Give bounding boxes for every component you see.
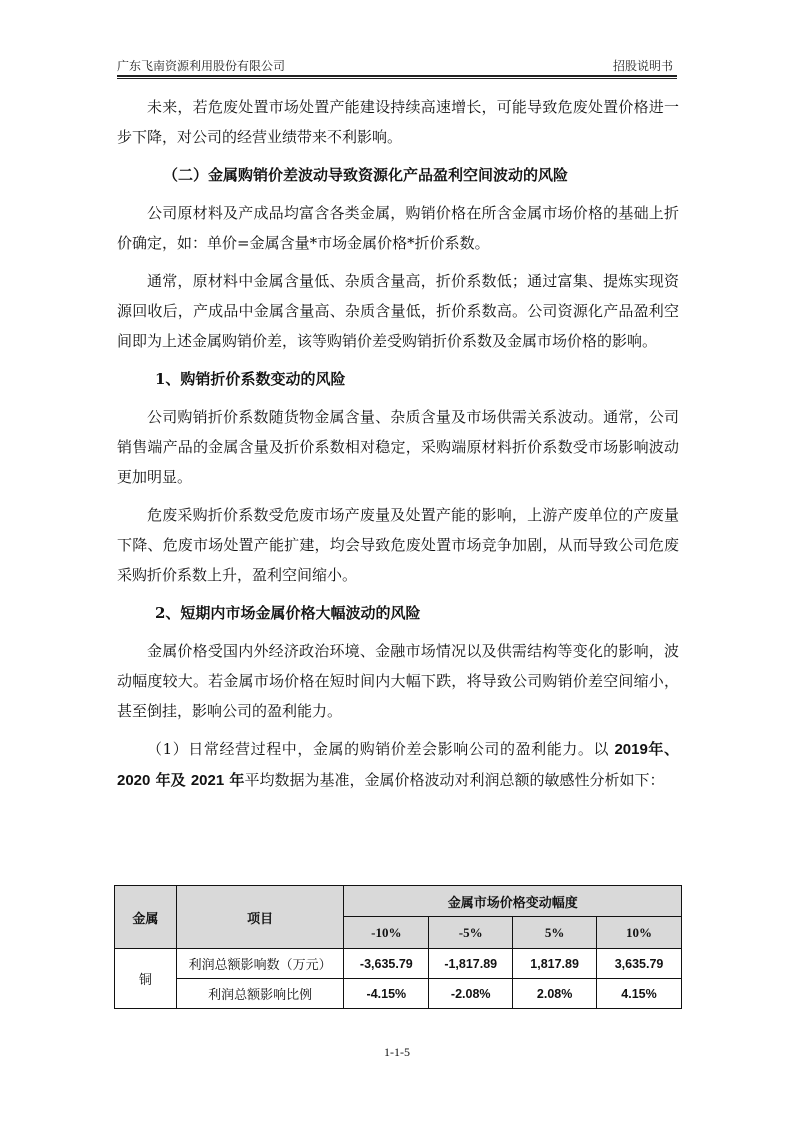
value-cell: 3,635.79 xyxy=(597,949,682,979)
header-metal: 金属 xyxy=(115,886,177,949)
paragraph xyxy=(117,734,679,796)
table-row xyxy=(115,949,682,979)
paragraph: 公司购销折价系数随货物金属含量、杂质含量及市场供需关系波动。通常，公司销售端产品的金属含量及折价系数相对稳定，采购端原材料折价系数受市场影响波动更加明显。 xyxy=(117,408,679,486)
row-label: 利润总额影响数（万元） xyxy=(176,949,344,979)
text-run: 年 xyxy=(224,771,245,789)
subsection-heading: 1、购销折价系数变动的风险 xyxy=(155,370,346,388)
value-cell: -1,817.89 xyxy=(429,949,513,979)
header-price-change: 金属市场价格变动幅度 xyxy=(344,886,682,917)
text-run: 年、 xyxy=(647,740,679,758)
paragraph: 危废采购折价系数受危废市场产废量及处置产能的影响，上游产废单位的产废量下降、危废市场处置产能扩建，均会导致危废处置市场竞争加剧，从而导致公司危废采购折价系数上升，盈利空间缩小。 xyxy=(117,506,679,584)
header-item: 项目 xyxy=(176,886,344,949)
value-cell: 4.15% xyxy=(597,979,682,1009)
row-label: 利润总额影响比例 xyxy=(176,979,344,1009)
header-rule xyxy=(117,75,677,77)
text-run: （1）日常经营过程中，金属的购销价差会影响公司的盈利能力。以 xyxy=(147,740,615,758)
header-change: -5% xyxy=(429,917,513,949)
value-cell: -4.15% xyxy=(344,979,429,1009)
year-2021: 2021 xyxy=(190,772,225,789)
paragraph: 未来，若危废处置市场处置产能建设持续高速增长，可能导致危废处置价格进一步下降，对公司的经营业绩带来不利影响。 xyxy=(117,98,679,146)
company-name: 广东飞南资源利用股份有限公司 xyxy=(117,59,286,73)
paragraph: 公司原材料及产成品均富含各类金属，购销价格在所含金属市场价格的基础上折价确定，如：单价=金属含量*市场金属价格*折价系数。 xyxy=(117,204,679,252)
paragraph: 金属价格受国内外经济政治环境、金融市场情况以及供需结构等变化的影响，波动幅度较大。若金属市场价格在短时间内大幅下跌，将导致公司购销价差空间缩小，甚至倒挂，影响公司的盈利能力。 xyxy=(117,642,679,720)
sensitivity-table xyxy=(114,885,682,1009)
metal-cell: 铜 xyxy=(115,949,177,1009)
paragraph: 通常，原材料中金属含量低、杂质含量高，折价系数低；通过富集、提炼实现资源回收后，产成品中金属含量高、杂质含量低，折价系数高。公司资源化产品盈利空间即为上述金属购销价差，该等购销价差受购销折价系数及金属市场价格的影响。 xyxy=(117,272,679,350)
document-type: 招股说明书 xyxy=(612,59,673,73)
text-run: 年及 xyxy=(150,771,191,789)
page-header xyxy=(117,56,677,76)
value-cell: 2.08% xyxy=(513,979,597,1009)
subsection-heading: 2、短期内市场金属价格大幅波动的风险 xyxy=(155,604,421,622)
value-cell: -3,635.79 xyxy=(344,949,429,979)
value-cell: -2.08% xyxy=(429,979,513,1009)
table-row xyxy=(115,979,682,1009)
text-run: 平均数据为基准，金属价格波动对利润总额的敏感性分析如下： xyxy=(244,771,665,789)
page-number: 1-1-5 xyxy=(384,1045,410,1059)
year-2019: 2019 xyxy=(614,741,648,758)
header-change: -10% xyxy=(344,917,429,949)
section-heading: （二）金属购销价差波动导致资源化产品盈利空间波动的风险 xyxy=(163,166,569,184)
year-2020: 2020 xyxy=(117,772,151,789)
header-change: 5% xyxy=(513,917,597,949)
header-change: 10% xyxy=(597,917,682,949)
body-content xyxy=(117,92,679,796)
header-rule-thin xyxy=(117,78,677,79)
value-cell: 1,817.89 xyxy=(513,949,597,979)
